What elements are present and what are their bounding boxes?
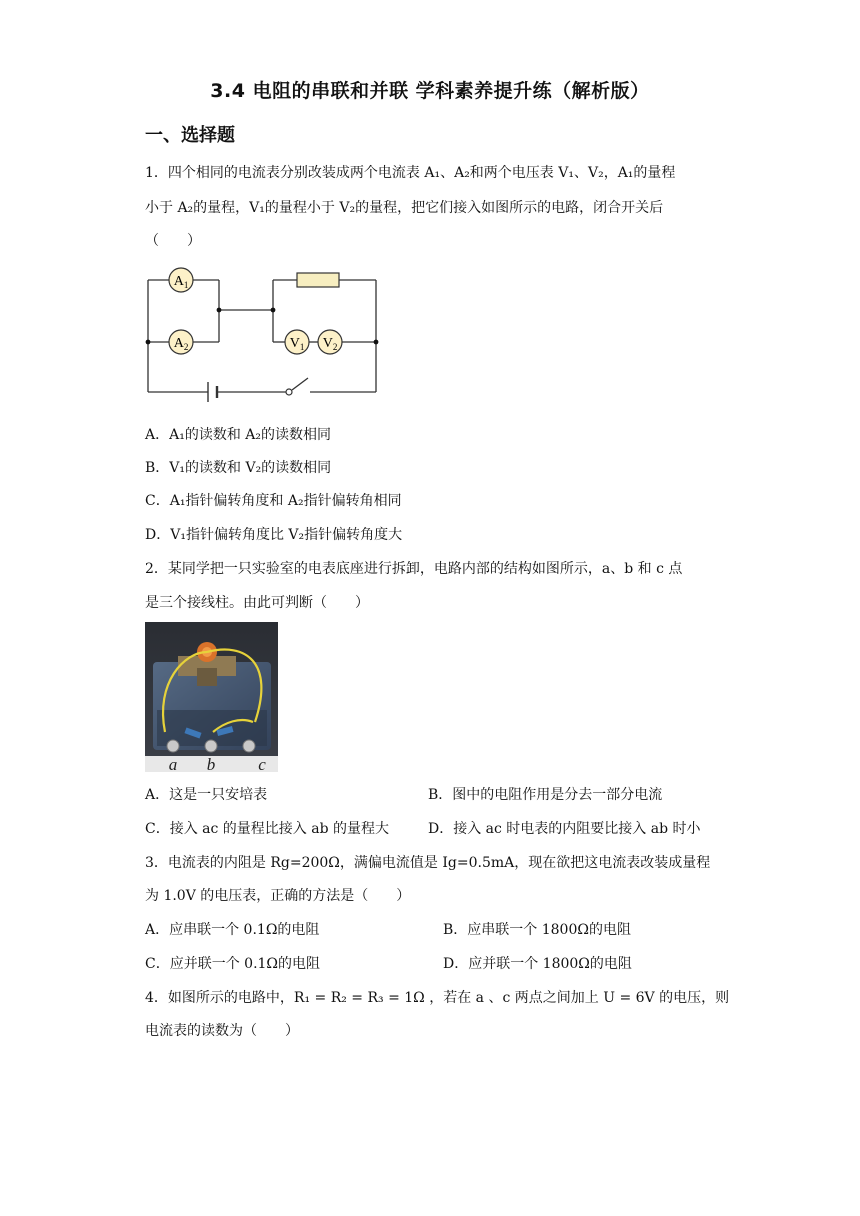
q3-option-a: A．应串联一个 0.1Ω的电阻	[145, 922, 320, 938]
svg-text:A2: $A_2$	[173, 336, 189, 352]
q2-option-a: A．这是一只安培表	[145, 787, 268, 803]
q3-option-c: C．应并联一个 0.1Ω的电阻	[145, 956, 321, 972]
q1-stem-line-2: 小于 A₂的量程，V₁的量程小于 V₂的量程，把它们接入如图所示的电路，闭合开关后	[145, 200, 664, 216]
terminal-c-label: c	[258, 755, 266, 772]
q3-stem-line-2: 为 1.0V 的电压表，正确的方法是（ ）	[145, 888, 411, 904]
ammeter-a1-icon	[169, 268, 193, 292]
svg-text:A1: $A_1$	[173, 274, 189, 290]
voltmeter-v1-icon	[285, 330, 309, 354]
svg-text:V2: $V_2$	[322, 336, 338, 352]
voltmeter-v2-icon	[318, 330, 342, 354]
q1-option-a: A．A₁的读数和 A₂的读数相同	[145, 427, 332, 443]
q1-circuit-diagram	[140, 262, 385, 402]
q1-option-d: D．V₁指针偏转角度比 V₂指针偏转角度大	[145, 527, 403, 543]
q3-option-b: B．应串联一个 1800Ω的电阻	[443, 922, 631, 938]
svg-text:V1: $V_1$	[289, 336, 305, 352]
q1-stem-line-1: 1．四个相同的电流表分别改装成两个电流表 A₁、A₂和两个电压表 V₁、V₂，A₁的量程	[145, 165, 676, 181]
q4-stem-line-2: 电流表的读数为（ ）	[145, 1023, 299, 1039]
document-title: 3.4 电阻的串联和并联 学科素养提升练（解析版）	[210, 80, 650, 102]
q3-stem-line-1: 3．电流表的内阻是 Rg=200Ω，满偏电流值是 Ig=0.5mA，现在欲把这电流表改装成量程	[145, 855, 711, 871]
q1-option-c: C．A₁指针偏转角度和 A₂指针偏转角相同	[145, 493, 402, 509]
terminal-a-label: a	[168, 755, 178, 772]
section-heading: 一、选择题	[145, 125, 235, 146]
q2-option-c: C．接入 ac 的量程比接入 ab 的量程大	[145, 821, 390, 837]
q2-option-d: D．接入 ac 时电表的内阻要比接入 ab 时小	[428, 821, 701, 837]
q2-option-b: B．图中的电阻作用是分去一部分电流	[428, 787, 663, 803]
q2-meter-photo	[145, 622, 278, 772]
q1-answer-bracket: （ ）	[145, 233, 201, 249]
q4-stem-line-1: 4．如图所示的电路中，R₁ = R₂ = R₃ = 1Ω ，若在 a 、c 两点之间加上 U = 6V 的电压，则	[145, 990, 730, 1006]
q2-stem-line-2: 是三个接线柱。由此可判断（ ）	[145, 595, 369, 611]
q2-stem-line-1: 2．某同学把一只实验室的电表底座进行拆卸，电路内部的结构如图所示，a、b 和 c 点	[145, 561, 683, 577]
ammeter-a2-icon	[169, 330, 193, 354]
q1-option-b: B．V₁的读数和 V₂的读数相同	[145, 460, 332, 476]
terminal-b-label: b	[206, 755, 216, 772]
q3-option-d: D．应并联一个 1800Ω的电阻	[443, 956, 632, 972]
